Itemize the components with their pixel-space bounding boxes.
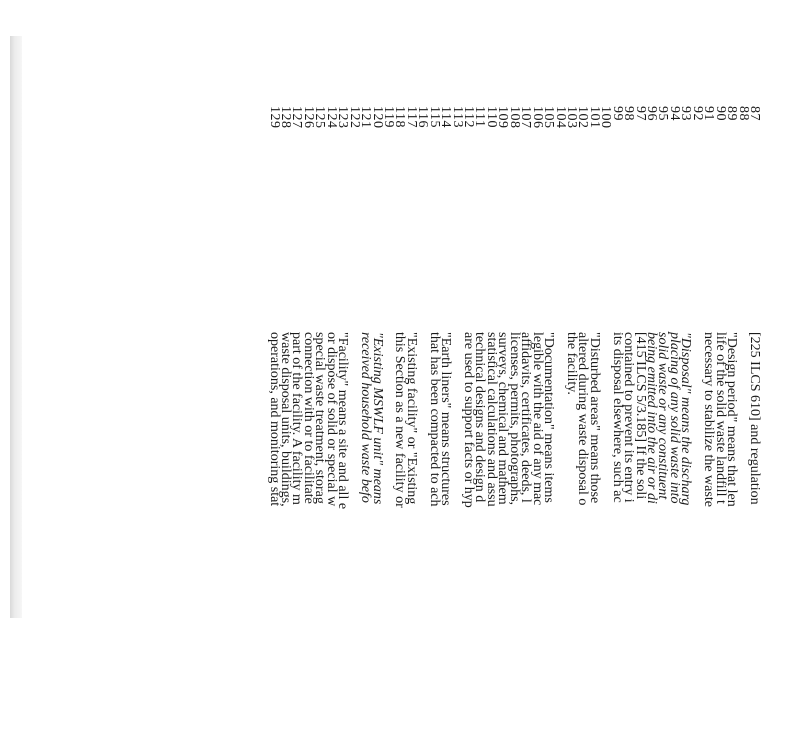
text-line: are used to support facts or hyp (461, 332, 477, 508)
text-line: "Design period" means that len (724, 332, 740, 507)
text-line: [225 ILCS 610] and regulation (747, 332, 762, 505)
text-line: part of the facility. A facility m (289, 332, 305, 505)
text-line: necessary to stabilize the waste (701, 332, 717, 507)
line-number: 98 (621, 106, 637, 121)
line-number: 88 (735, 106, 751, 121)
line-number: 129 (266, 106, 282, 129)
line-number: 105 (541, 106, 557, 129)
line-number: 127 (289, 106, 305, 129)
line-number: 107 (518, 106, 534, 129)
text-line: "Facility" means a site and all e (335, 332, 351, 510)
text-line: statistical calculations and assu (483, 332, 499, 507)
text-line: "Disposal" means the discharg (678, 332, 694, 506)
text-line: the facility. (564, 332, 579, 395)
line-number: 124 (323, 106, 339, 129)
text-line: being emitted into the air or di (644, 332, 660, 504)
line-number: 116 (415, 106, 431, 128)
text-line: contained to prevent its entry i (621, 332, 637, 503)
text-line: "Earth liners" means structures (438, 332, 454, 506)
line-number: 117 (403, 106, 419, 128)
text-line: received household waste befo (358, 332, 374, 503)
line-number: 106 (529, 106, 545, 129)
line-number: 94 (666, 106, 682, 121)
scan-edge (10, 36, 22, 618)
line-number: 122 (346, 106, 362, 129)
text-line: "Existing facility" or "Existing (403, 332, 419, 505)
rotated-document-page (100, 36, 780, 618)
text-line: altered during waste disposal o (575, 332, 591, 506)
text-line: this Section as a new facility or (392, 332, 408, 508)
text-line: licenses, permits, photographs, (506, 332, 522, 506)
line-number: 91 (701, 106, 717, 121)
text-line: operations, and monitoring stat (266, 332, 282, 507)
line-number: 109 (495, 106, 511, 129)
line-number: 103 (564, 106, 579, 129)
line-number: 113 (449, 106, 465, 128)
line-number: 114 (438, 106, 454, 128)
text-line: connection with or to facilitate (300, 332, 316, 504)
line-number: 101 (586, 106, 602, 129)
text-line: its disposal elsewhere, such ac (609, 332, 625, 503)
text-line: or dispose of solid or special w (323, 332, 339, 507)
line-number: 93 (678, 106, 694, 121)
line-number: 96 (644, 106, 660, 121)
text-line: placing of any solid waste into (666, 332, 682, 504)
line-number: 112 (461, 106, 477, 128)
line-number: 119 (381, 106, 396, 128)
line-number: 121 (358, 106, 374, 129)
line-number: 97 (632, 106, 648, 121)
definitions-text-block (268, 332, 760, 752)
text-line: life of the solid waste landfill t (712, 332, 728, 504)
line-number: 87 (747, 106, 762, 121)
line-number: 125 (312, 106, 328, 129)
line-number: 118 (392, 106, 408, 128)
text-line: waste disposal units, buildings, (278, 332, 294, 507)
text-line: "Disturbed areas" means those (586, 332, 602, 504)
line-number: 108 (506, 106, 522, 129)
text-line: that has been compacted to ach (426, 332, 442, 507)
text-line: legible with the aid of any mac (529, 332, 545, 506)
line-number-column (268, 106, 760, 166)
line-number: 115 (426, 106, 442, 128)
line-number: 110 (483, 106, 499, 128)
line-number: 95 (655, 106, 671, 121)
text-line: surveys, chemical and mathem (495, 332, 511, 505)
text-line: technical designs and design d (472, 332, 488, 503)
line-number: 92 (689, 106, 705, 121)
line-number: 89 (724, 106, 740, 121)
line-number: 99 (609, 106, 625, 121)
line-number: 111 (472, 106, 488, 128)
line-number: 128 (278, 106, 294, 129)
line-number: 102 (575, 106, 591, 129)
line-number: 90 (712, 106, 728, 121)
line-number: 100 (598, 106, 614, 129)
text-line: solid waste or any constituent (655, 332, 671, 500)
line-number: 120 (369, 106, 385, 129)
text-line: "Documentation" means items (541, 332, 557, 503)
text-line: affidavits, certificates, deeds, l (518, 332, 534, 503)
line-number: 123 (335, 106, 351, 129)
text-line: [415 ILCS 5/3.185] If the soli (632, 332, 648, 500)
line-number: 104 (552, 106, 568, 129)
text-line: special waste treatment, storag (312, 332, 328, 504)
line-number: 126 (300, 106, 316, 129)
text-line: "Existing MSWLF unit" means (369, 332, 385, 505)
